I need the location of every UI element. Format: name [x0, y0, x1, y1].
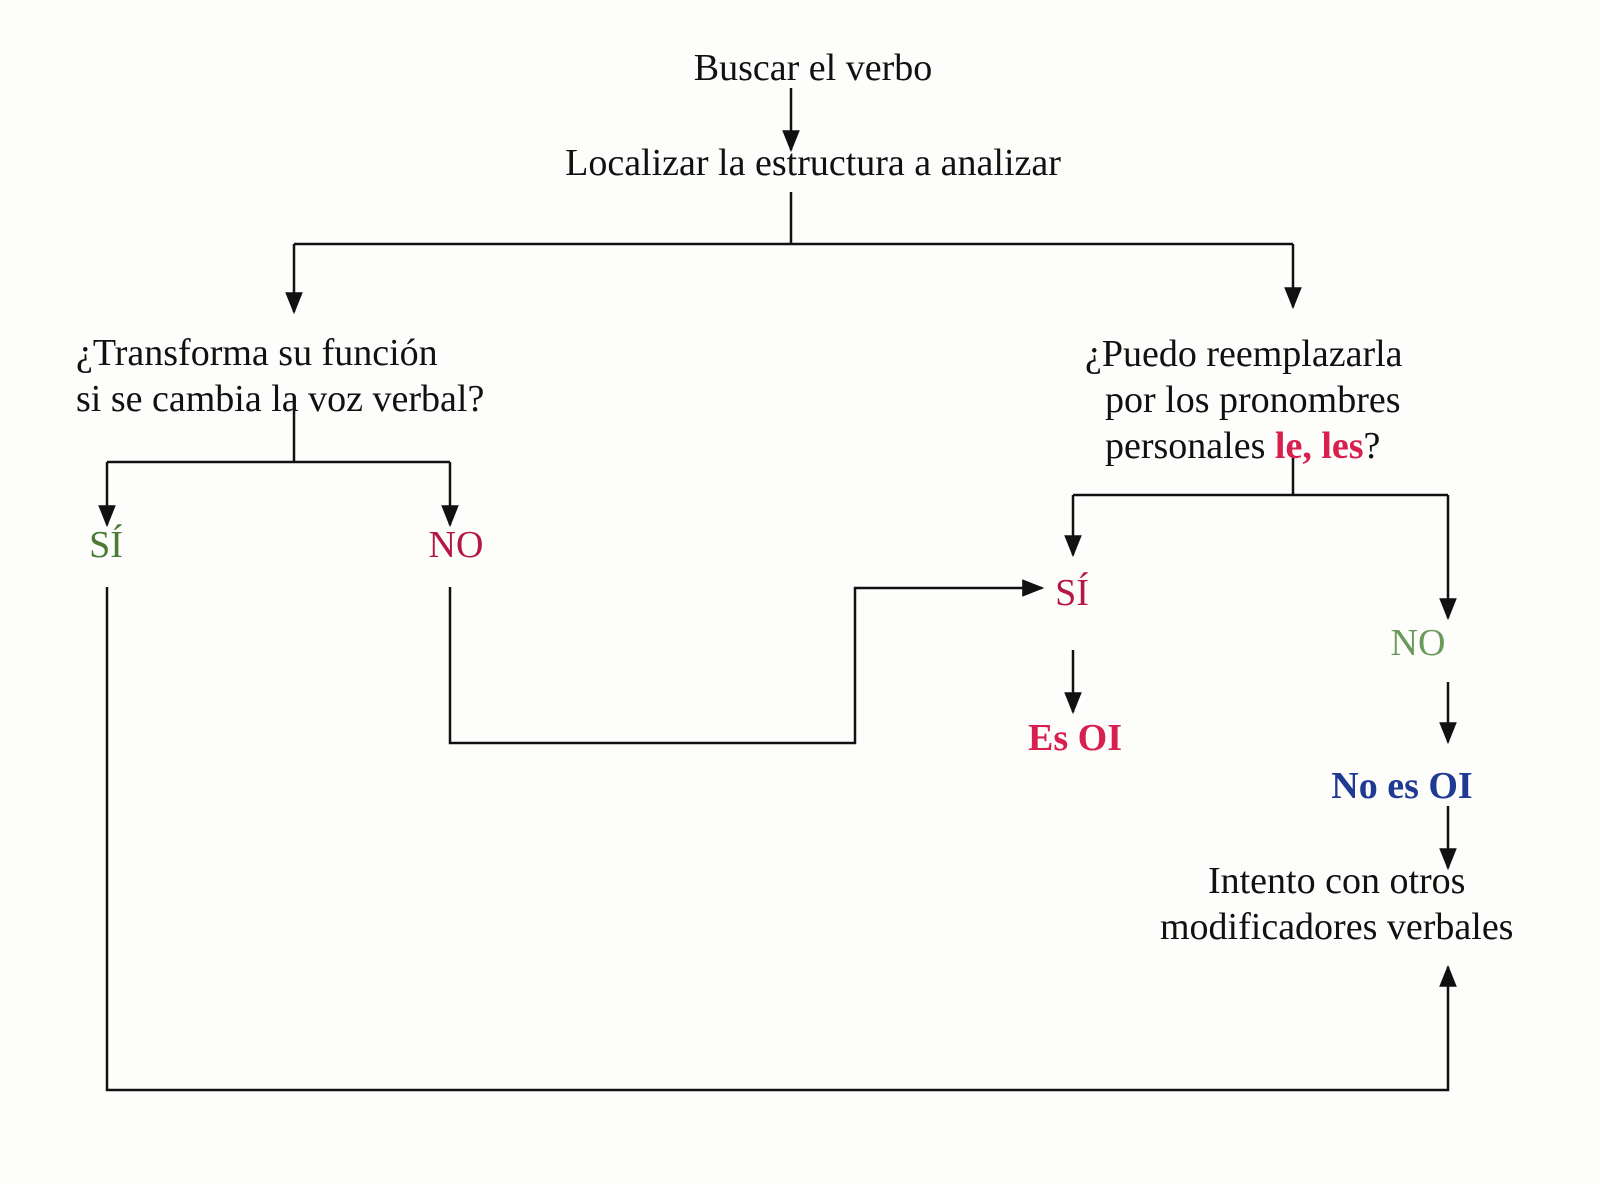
otros-line2: modificadores verbales [1160, 906, 1514, 948]
node-left-si: SÍ [89, 524, 123, 566]
node-left-no: NO [428, 524, 484, 566]
question-transforma-line1: ¿Transforma su función [76, 332, 438, 374]
pronouns-highlight: le, les [1274, 425, 1364, 467]
question-transforma-line2: si se cambia la voz verbal? [76, 378, 485, 420]
question-reemplazar-line3 [1085, 423, 1403, 469]
node-right-no: NO [1390, 622, 1446, 664]
node-es-oi: Es OI [1028, 717, 1122, 759]
node-right-si: SÍ [1055, 572, 1089, 614]
line3-prefix: personales [1105, 425, 1275, 467]
node-localizar-estructura: Localizar la estructura a analizar [565, 142, 1061, 184]
connector-left-no-to-right-si [450, 587, 1042, 743]
node-intento-otros [1160, 858, 1513, 950]
question-reemplazar-line2: por los pronombres [1105, 379, 1401, 421]
node-no-es-oi: No es OI [1331, 765, 1473, 807]
node-question-transforma [76, 330, 484, 422]
line3-suffix: ? [1363, 425, 1381, 467]
node-buscar-verbo: Buscar el verbo [693, 47, 933, 89]
question-reemplazar-line1: ¿Puedo reemplazarla [1085, 333, 1403, 375]
node-question-reemplazar [1085, 331, 1403, 469]
otros-line1: Intento con otros [1207, 860, 1466, 902]
connector-left-si-to-otros [107, 587, 1448, 1090]
